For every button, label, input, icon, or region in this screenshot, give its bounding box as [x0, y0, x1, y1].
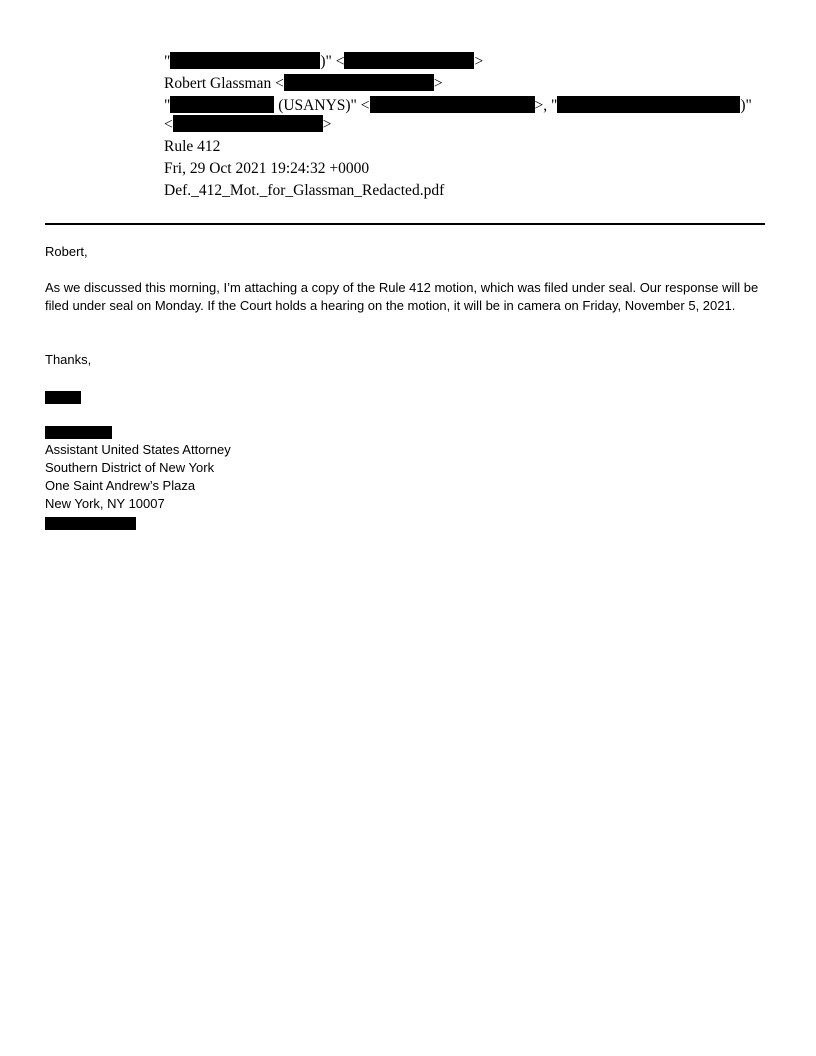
date-value: Fri, 29 Oct 2021 19:24:32 +0000 — [164, 160, 370, 177]
signature-district: Southern District of New York — [45, 460, 215, 475]
cc-value-continued: < > — [164, 116, 332, 133]
closing: Thanks, — [45, 352, 92, 367]
attachment-link[interactable]: Def._412_Mot._for_Glassman_Redacted.pdf — [164, 182, 445, 199]
redaction-box — [170, 52, 320, 69]
redaction-box — [557, 96, 740, 113]
header-divider — [45, 223, 765, 225]
redacted-signature-phone — [45, 517, 136, 530]
redaction-box — [170, 96, 274, 113]
redacted-signature-initials — [45, 391, 81, 404]
from-value: " )" < > — [164, 53, 484, 70]
message-paragraph: As we discussed this morning, I’m attaching a copy of the Rule 412 motion, which was filed under seal. Our response will be filed under seal on Monday. If the Court holds a hearing on the motion, it will be in camera on Friday, November 5, 2021. — [45, 280, 759, 313]
redaction-box — [173, 115, 323, 132]
greeting: Robert, — [45, 244, 88, 259]
signature-address-line1: One Saint Andrew’s Plaza — [45, 478, 196, 493]
signature-address-line2: New York, NY 10007 — [45, 496, 165, 511]
cc-value: " (USANYS)" < >, " )" — [164, 97, 752, 114]
redaction-box — [284, 74, 434, 91]
redaction-box — [370, 96, 535, 113]
subject-value: Rule 412 — [164, 138, 221, 155]
redacted-signature-name — [45, 426, 112, 439]
to-value: Robert Glassman < > — [164, 75, 443, 92]
redaction-box — [344, 52, 474, 69]
signature-title: Assistant United States Attorney — [45, 442, 231, 457]
